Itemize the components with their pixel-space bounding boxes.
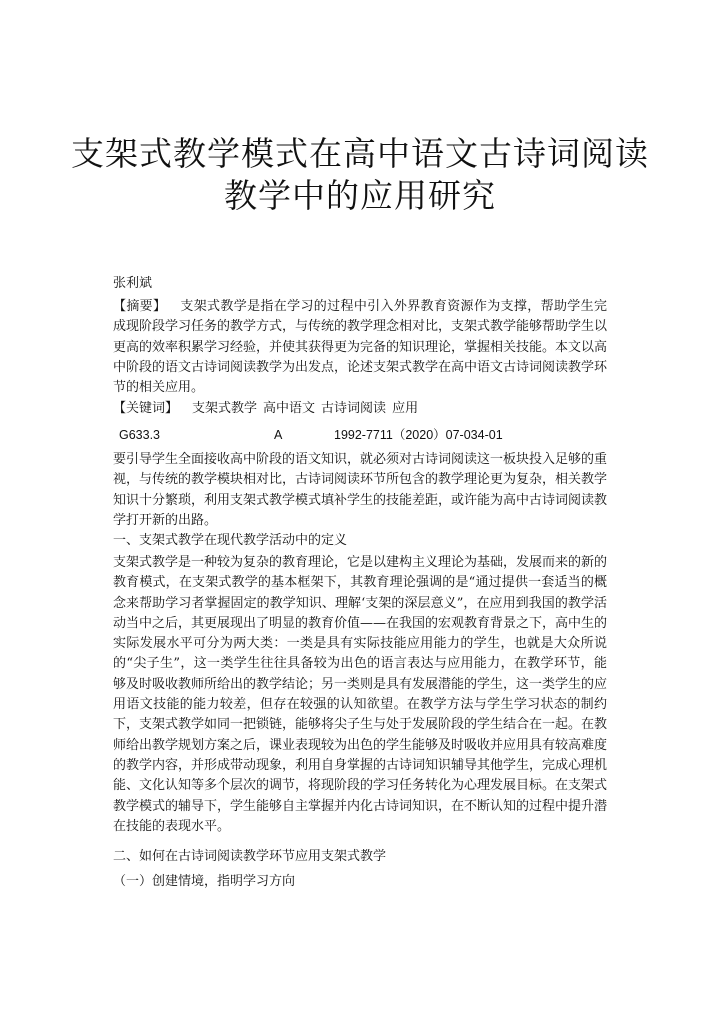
title-line-1: 支架式教学模式在高中语文古诗词阅读 [71,134,649,173]
clc-number: G633.3 [119,428,161,442]
paper-title [60,133,660,217]
intro-paragraph: 要引导学生全面接收高中阶段的语文知识，就必须对古诗词阅读这一板块投入足够的重视，与传统的教学模块相对比，古诗词阅读环节所包含的教学理论更为复杂，相关教学知识十分繁琐，利用支架式教学模式填补学生的技能差距，或许能为高中古诗词阅读教学打开新的出路。 [113,452,608,528]
keywords-label: 【关键词】 [113,401,179,416]
document-code: A [274,428,283,442]
keyword-item: 应用 [392,401,419,416]
subsection-1-heading: （一）创建情境，指明学习方向 [113,874,296,889]
article-id: 1992-7711（2020）07-034-01 [334,428,503,442]
title-line-2: 教学中的应用研究 [224,176,496,215]
author-name: 张利斌 [113,276,153,291]
keyword-item: 支架式教学 [192,401,258,416]
keyword-item: 古诗词阅读 [321,401,387,416]
abstract-label: 【摘要】 [113,299,167,314]
section-2-heading: 二、如何在古诗词阅读教学环节应用支架式教学 [113,849,387,864]
keyword-item: 高中语文 [263,401,316,416]
keywords-line [113,399,607,419]
section-1-heading: 一、支架式教学在现代教学活动中的定义 [113,533,348,548]
abstract-paragraph [113,297,607,398]
section-1-paragraph: 支架式教学是一种较为复杂的教育理论，它是以建构主义理论为基础，发展而来的新的教育模式，在支架式教学的基本框架下，其教育理论强调的是“通过提供一套适当的概念来帮助学习者掌握固定的教学知识、理解‘支架的深层意义”，在应用到我国的教学活动当中之后，其更展现出了明显的教育价值——在我国的宏观教育背景之下，高中生的实际发展水平可分为两大类：一类是具有实际技能应用能力的学生，也就是大众所说的“尖子生”，这一类学生往往具备较为出色的语言表达与应用能力，在教学环节，能够及时吸收教师所给出的教学结论；另一类则是具有发展潜能的学生，这一类学生的应用语文技能的能力较差，但存在较强的认知欲望。在教学方法与学生学习状态的制约下，支架式教学如同一把锁链，能够将尖子生与处于发展阶段的学生结合在一起。在教师给出教学规划方案之后，课业表现较为出色的学生能够及时吸收并应用具有较高难度的教学内容，并形成带动现象，利用自身掌握的古诗词知识辅导其他学生，完成心理机能、文化认知等多个层次的调节，将现阶段的学习任务转化为心理发展目标。在支架式教学模式的辅导下，学生能够自主掌握并内化古诗词知识，在不断认知的过程中提升潜在技能的表现水平。 [113,555,608,834]
abstract-text: 支架式教学是指在学习的过程中引入外界教育资源作为支撑，帮助学生完成现阶段学习任务的教学方式，与传统的教学理念相对比，支架式教学能够帮助学生以更高的效率积累学习经验，并使其获得更为完备的知识理论，掌握相关技能。本文以高中阶段的语文古诗词阅读教学为出发点，论述支架式教学在高中语文古诗词阅读教学环节的相关应用。 [113,299,608,396]
